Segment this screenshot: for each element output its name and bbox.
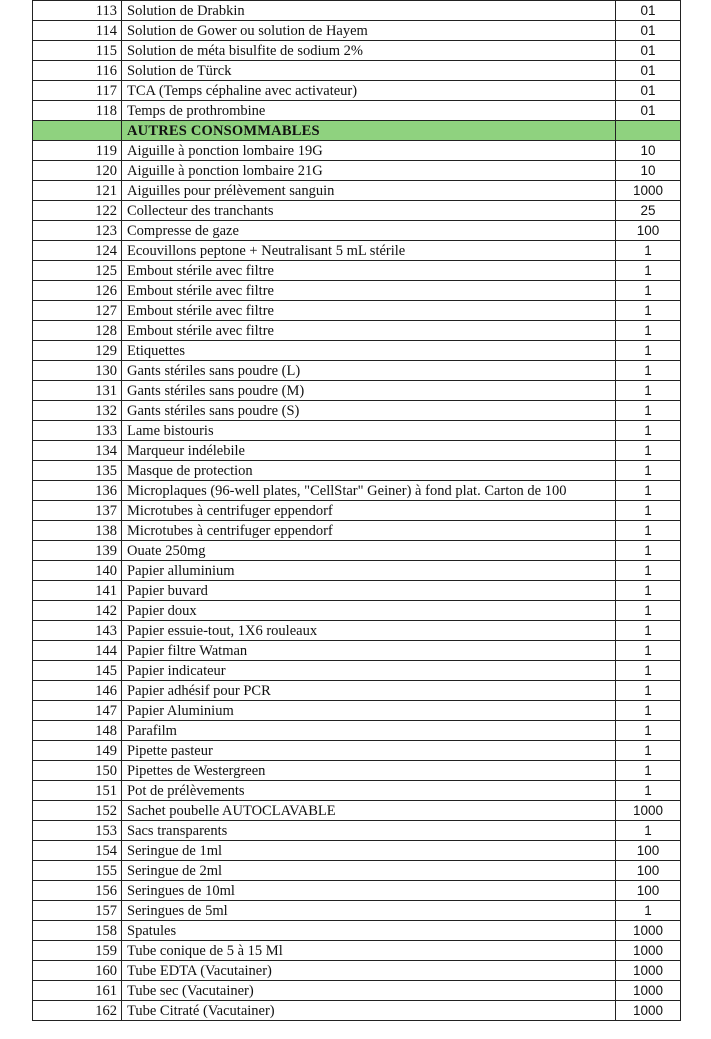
row-number: 145 (33, 661, 122, 681)
item-label: Papier essuie-tout, 1X6 rouleaux (122, 621, 616, 641)
row-number: 159 (33, 941, 122, 961)
item-label: Papier doux (122, 601, 616, 621)
table-row (33, 1001, 681, 1021)
item-label: Gants stériles sans poudre (S) (122, 401, 616, 421)
row-number: 153 (33, 821, 122, 841)
item-quantity: 1 (616, 821, 681, 841)
section-title: AUTRES CONSOMMABLES (122, 121, 616, 141)
item-quantity: 1000 (616, 981, 681, 1001)
row-number: 123 (33, 221, 122, 241)
row-number: 162 (33, 1001, 122, 1021)
item-label: Pipette pasteur (122, 741, 616, 761)
item-label: Microtubes à centrifuger eppendorf (122, 501, 616, 521)
table-row (33, 661, 681, 681)
table-row (33, 261, 681, 281)
item-quantity: 01 (616, 101, 681, 121)
item-label: Marqueur indélebile (122, 441, 616, 461)
item-label: Sachet poubelle AUTOCLAVABLE (122, 801, 616, 821)
item-quantity: 01 (616, 21, 681, 41)
table-row (33, 861, 681, 881)
table-row (33, 101, 681, 121)
row-number: 122 (33, 201, 122, 221)
table-row (33, 821, 681, 841)
row-number: 152 (33, 801, 122, 821)
row-number: 157 (33, 901, 122, 921)
item-quantity: 1000 (616, 801, 681, 821)
item-quantity: 01 (616, 1, 681, 21)
table-row (33, 881, 681, 901)
row-number: 155 (33, 861, 122, 881)
row-number: 136 (33, 481, 122, 501)
row-number: 124 (33, 241, 122, 261)
table-row (33, 61, 681, 81)
item-quantity: 10 (616, 141, 681, 161)
item-quantity: 1 (616, 601, 681, 621)
item-label: Pipettes de Westergreen (122, 761, 616, 781)
item-quantity: 01 (616, 81, 681, 101)
row-number: 147 (33, 701, 122, 721)
item-quantity: 1 (616, 641, 681, 661)
item-quantity: 1 (616, 461, 681, 481)
row-number: 141 (33, 581, 122, 601)
section-number-cell (33, 121, 122, 141)
table-row (33, 781, 681, 801)
item-label: Tube conique de 5 à 15 Ml (122, 941, 616, 961)
table-row (33, 1, 681, 21)
table-row (33, 841, 681, 861)
row-number: 151 (33, 781, 122, 801)
item-label: TCA (Temps céphaline avec activateur) (122, 81, 616, 101)
item-label: Seringues de 10ml (122, 881, 616, 901)
table-row (33, 801, 681, 821)
item-label: Compresse de gaze (122, 221, 616, 241)
row-number: 146 (33, 681, 122, 701)
item-label: Aiguilles pour prélèvement sanguin (122, 181, 616, 201)
item-label: Embout stérile avec filtre (122, 321, 616, 341)
item-quantity: 10 (616, 161, 681, 181)
table-row (33, 761, 681, 781)
table-row (33, 581, 681, 601)
item-label: Masque de protection (122, 461, 616, 481)
row-number: 133 (33, 421, 122, 441)
row-number: 144 (33, 641, 122, 661)
item-quantity: 1000 (616, 181, 681, 201)
table-row (33, 301, 681, 321)
item-label: Seringues de 5ml (122, 901, 616, 921)
item-label: Embout stérile avec filtre (122, 261, 616, 281)
table-row (33, 481, 681, 501)
row-number: 127 (33, 301, 122, 321)
table-row (33, 161, 681, 181)
table-row (33, 461, 681, 481)
item-quantity: 1 (616, 901, 681, 921)
table-row (33, 141, 681, 161)
item-quantity: 1 (616, 781, 681, 801)
item-label: Ouate 250mg (122, 541, 616, 561)
item-label: Seringue de 1ml (122, 841, 616, 861)
table-row (33, 341, 681, 361)
row-number: 142 (33, 601, 122, 621)
item-quantity: 1000 (616, 1001, 681, 1021)
item-quantity: 1 (616, 341, 681, 361)
item-quantity: 1000 (616, 941, 681, 961)
item-label: Gants stériles sans poudre (M) (122, 381, 616, 401)
item-label: Tube EDTA (Vacutainer) (122, 961, 616, 981)
item-label: Papier adhésif pour PCR (122, 681, 616, 701)
item-label: Solution de Drabkin (122, 1, 616, 21)
row-number: 126 (33, 281, 122, 301)
item-label: Tube sec (Vacutainer) (122, 981, 616, 1001)
item-label: Temps de prothrombine (122, 101, 616, 121)
row-number: 113 (33, 1, 122, 21)
item-quantity: 1 (616, 681, 681, 701)
table-row (33, 981, 681, 1001)
item-label: Lame bistouris (122, 421, 616, 441)
table-row (33, 561, 681, 581)
item-label: Papier indicateur (122, 661, 616, 681)
table-row (33, 421, 681, 441)
item-label: Collecteur des tranchants (122, 201, 616, 221)
item-label: Papier alluminium (122, 561, 616, 581)
item-label: Sacs transparents (122, 821, 616, 841)
row-number: 119 (33, 141, 122, 161)
item-quantity: 100 (616, 861, 681, 881)
item-label: Embout stérile avec filtre (122, 281, 616, 301)
item-quantity: 1000 (616, 921, 681, 941)
table-row (33, 941, 681, 961)
item-quantity: 100 (616, 221, 681, 241)
item-quantity: 1 (616, 721, 681, 741)
item-quantity: 1 (616, 241, 681, 261)
row-number: 139 (33, 541, 122, 561)
row-number: 154 (33, 841, 122, 861)
table-row (33, 381, 681, 401)
row-number: 114 (33, 21, 122, 41)
row-number: 121 (33, 181, 122, 201)
table-row (33, 281, 681, 301)
row-number: 132 (33, 401, 122, 421)
item-quantity: 1 (616, 321, 681, 341)
row-number: 137 (33, 501, 122, 521)
table-row (33, 921, 681, 941)
item-label: Solution de Türck (122, 61, 616, 81)
table-row (33, 741, 681, 761)
item-label: Pot de prélèvements (122, 781, 616, 801)
table-row (33, 361, 681, 381)
section-header-row (33, 121, 681, 141)
item-quantity: 1 (616, 421, 681, 441)
item-label: Solution de méta bisulfite de sodium 2% (122, 41, 616, 61)
row-number: 120 (33, 161, 122, 181)
table-row (33, 721, 681, 741)
row-number: 128 (33, 321, 122, 341)
item-quantity: 1 (616, 741, 681, 761)
table-row (33, 641, 681, 661)
item-label: Seringue de 2ml (122, 861, 616, 881)
table-row (33, 501, 681, 521)
row-number: 130 (33, 361, 122, 381)
item-label: Papier filtre Watman (122, 641, 616, 661)
table-row (33, 221, 681, 241)
table-row (33, 521, 681, 541)
row-number: 116 (33, 61, 122, 81)
table-row (33, 21, 681, 41)
table-row (33, 961, 681, 981)
item-label: Embout stérile avec filtre (122, 301, 616, 321)
row-number: 117 (33, 81, 122, 101)
item-quantity: 1 (616, 621, 681, 641)
row-number: 160 (33, 961, 122, 981)
item-quantity: 01 (616, 41, 681, 61)
row-number: 156 (33, 881, 122, 901)
row-number: 158 (33, 921, 122, 941)
row-number: 135 (33, 461, 122, 481)
item-label: Microtubes à centrifuger eppendorf (122, 521, 616, 541)
table-row (33, 701, 681, 721)
row-number: 134 (33, 441, 122, 461)
table-body (33, 1, 681, 1021)
item-quantity: 1 (616, 261, 681, 281)
item-quantity: 1 (616, 441, 681, 461)
row-number: 143 (33, 621, 122, 641)
item-label: Microplaques (96-well plates, "CellStar" Geiner) à fond plat. Carton de 100 (122, 481, 616, 501)
table-row (33, 241, 681, 261)
item-label: Etiquettes (122, 341, 616, 361)
item-quantity: 1 (616, 361, 681, 381)
row-number: 161 (33, 981, 122, 1001)
row-number: 140 (33, 561, 122, 581)
row-number: 129 (33, 341, 122, 361)
item-quantity: 1 (616, 561, 681, 581)
table-row (33, 41, 681, 61)
row-number: 148 (33, 721, 122, 741)
row-number: 125 (33, 261, 122, 281)
item-label: Gants stériles sans poudre (L) (122, 361, 616, 381)
item-label: Papier buvard (122, 581, 616, 601)
table-row (33, 541, 681, 561)
table-row (33, 181, 681, 201)
table-row (33, 441, 681, 461)
table-row (33, 201, 681, 221)
item-quantity: 01 (616, 61, 681, 81)
item-label: Solution de Gower ou solution de Hayem (122, 21, 616, 41)
item-quantity: 1 (616, 381, 681, 401)
item-label: Parafilm (122, 721, 616, 741)
item-label: Spatules (122, 921, 616, 941)
row-number: 115 (33, 41, 122, 61)
row-number: 149 (33, 741, 122, 761)
item-quantity: 25 (616, 201, 681, 221)
item-quantity: 1 (616, 301, 681, 321)
table-row (33, 601, 681, 621)
item-label: Aiguille à ponction lombaire 21G (122, 161, 616, 181)
table-row (33, 681, 681, 701)
item-quantity: 1 (616, 761, 681, 781)
item-quantity: 1 (616, 661, 681, 681)
item-quantity: 1 (616, 401, 681, 421)
table-row (33, 621, 681, 641)
item-quantity: 1 (616, 281, 681, 301)
row-number: 150 (33, 761, 122, 781)
item-label: Papier Aluminium (122, 701, 616, 721)
item-quantity: 1000 (616, 961, 681, 981)
item-quantity: 100 (616, 841, 681, 861)
row-number: 131 (33, 381, 122, 401)
section-qty-cell (616, 121, 681, 141)
consumables-table (32, 0, 681, 1021)
item-quantity: 1 (616, 481, 681, 501)
row-number: 118 (33, 101, 122, 121)
item-quantity: 1 (616, 501, 681, 521)
table-row (33, 81, 681, 101)
table-row (33, 321, 681, 341)
row-number: 138 (33, 521, 122, 541)
item-quantity: 1 (616, 581, 681, 601)
item-quantity: 100 (616, 881, 681, 901)
item-quantity: 1 (616, 541, 681, 561)
item-quantity: 1 (616, 701, 681, 721)
table-row (33, 401, 681, 421)
item-label: Ecouvillons peptone + Neutralisant 5 mL stérile (122, 241, 616, 261)
item-label: Aiguille à ponction lombaire 19G (122, 141, 616, 161)
item-label: Tube Citraté (Vacutainer) (122, 1001, 616, 1021)
item-quantity: 1 (616, 521, 681, 541)
table-row (33, 901, 681, 921)
